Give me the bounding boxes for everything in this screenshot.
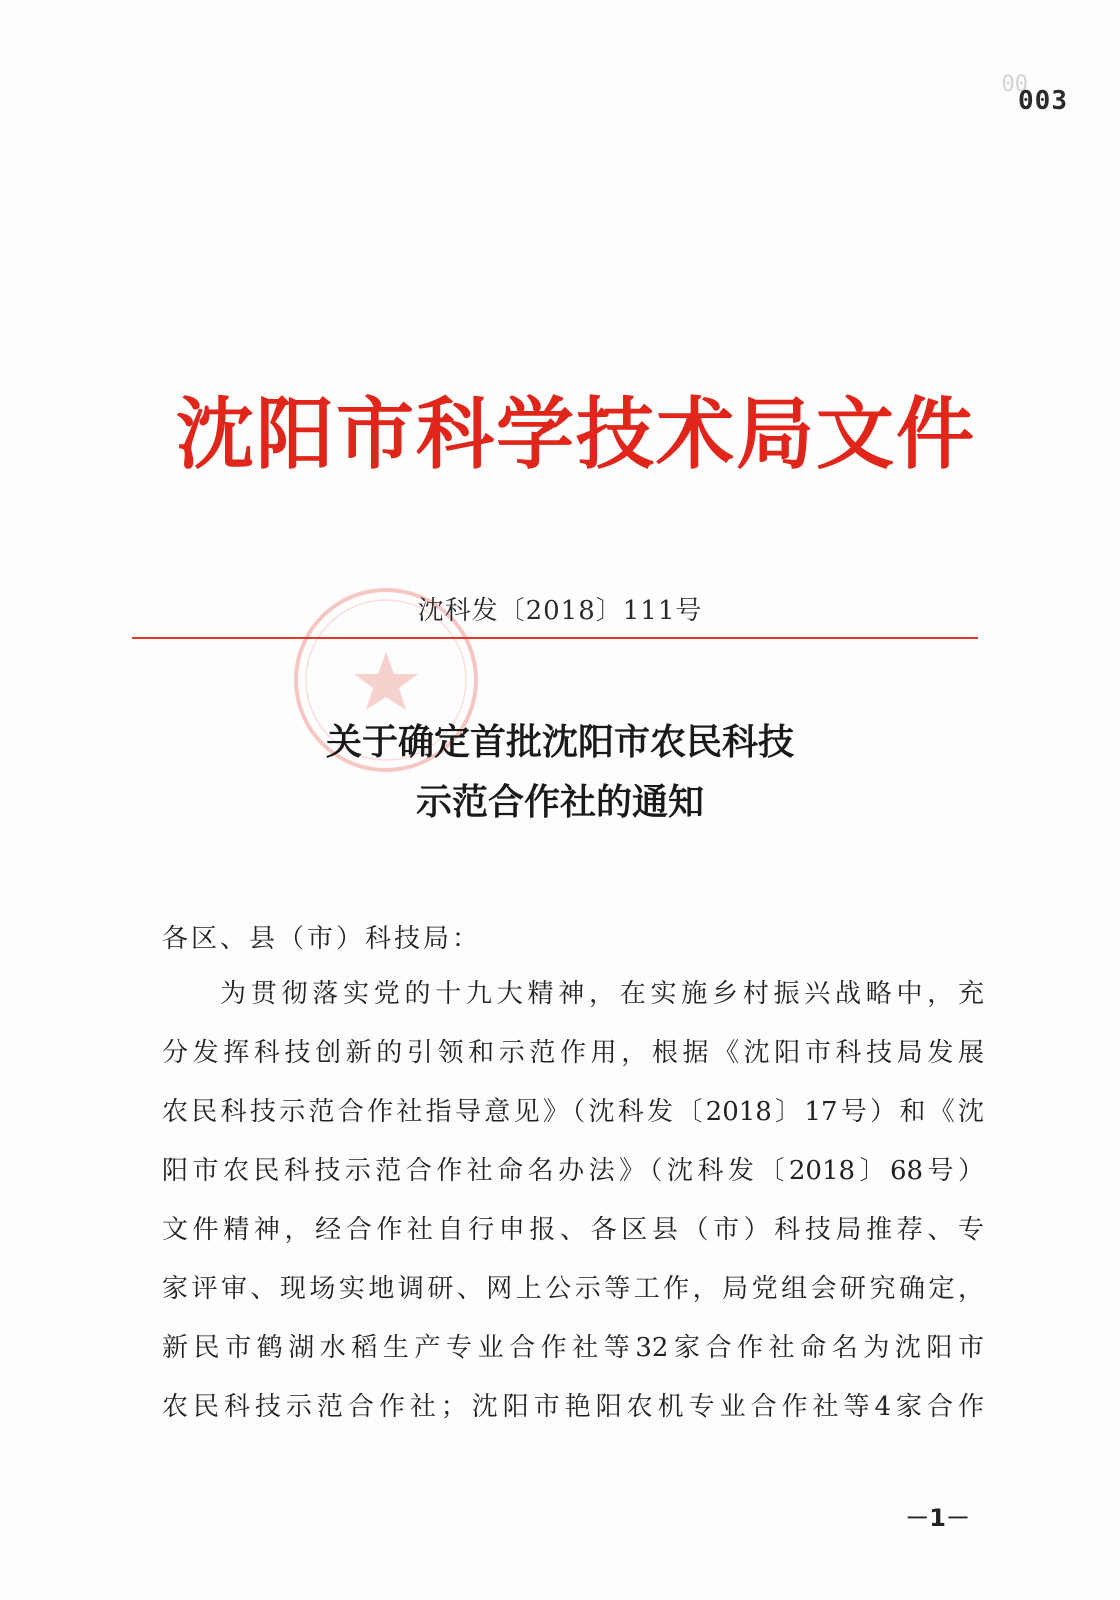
body-line: 分发挥科技创新的引领和示范作用，根据《沈阳市科技局发展 — [162, 1038, 984, 1068]
body-line: 农民科技示范合作社指导意见》（沈科发〔2018〕17号）和《沈 — [162, 1097, 984, 1127]
title-line-1: 关于确定首批沈阳市农民科技 — [325, 721, 794, 763]
faint-archive-number: 00 — [1001, 72, 1028, 97]
body-line: 家评审、现场实地调研、网上公示等工作，局党组会研究确定， — [162, 1274, 984, 1304]
red-divider-line — [132, 637, 978, 639]
notice-title — [0, 712, 1120, 832]
archive-number: 003 — [1018, 86, 1068, 116]
body-line: 为贯彻落实党的十九大精神，在实施乡村振兴战略中，充 — [220, 979, 984, 1009]
document-masthead: 沈阳市科学技术局文件 — [176, 390, 977, 480]
body-line: 阳市农民科技示范合作社命名办法》（沈科发〔2018〕68号） — [162, 1156, 984, 1186]
document-number: 沈科发〔2018〕111号 — [417, 596, 703, 626]
salutation: 各区、县（市）科技局： — [162, 924, 482, 954]
body-line: 文件精神，经合作社自行申报、各区县（市）科技局推荐、专 — [162, 1215, 984, 1245]
title-line-2: 示范合作社的通知 — [415, 781, 704, 823]
body-line: 新民市鹤湖水稻生产专业合作社等32家合作社命名为沈阳市 — [162, 1333, 984, 1363]
page-number: －1－ — [905, 1504, 970, 1532]
body-line: 农民科技示范合作社；沈阳市艳阳农机专业合作社等4家合作 — [162, 1392, 984, 1422]
